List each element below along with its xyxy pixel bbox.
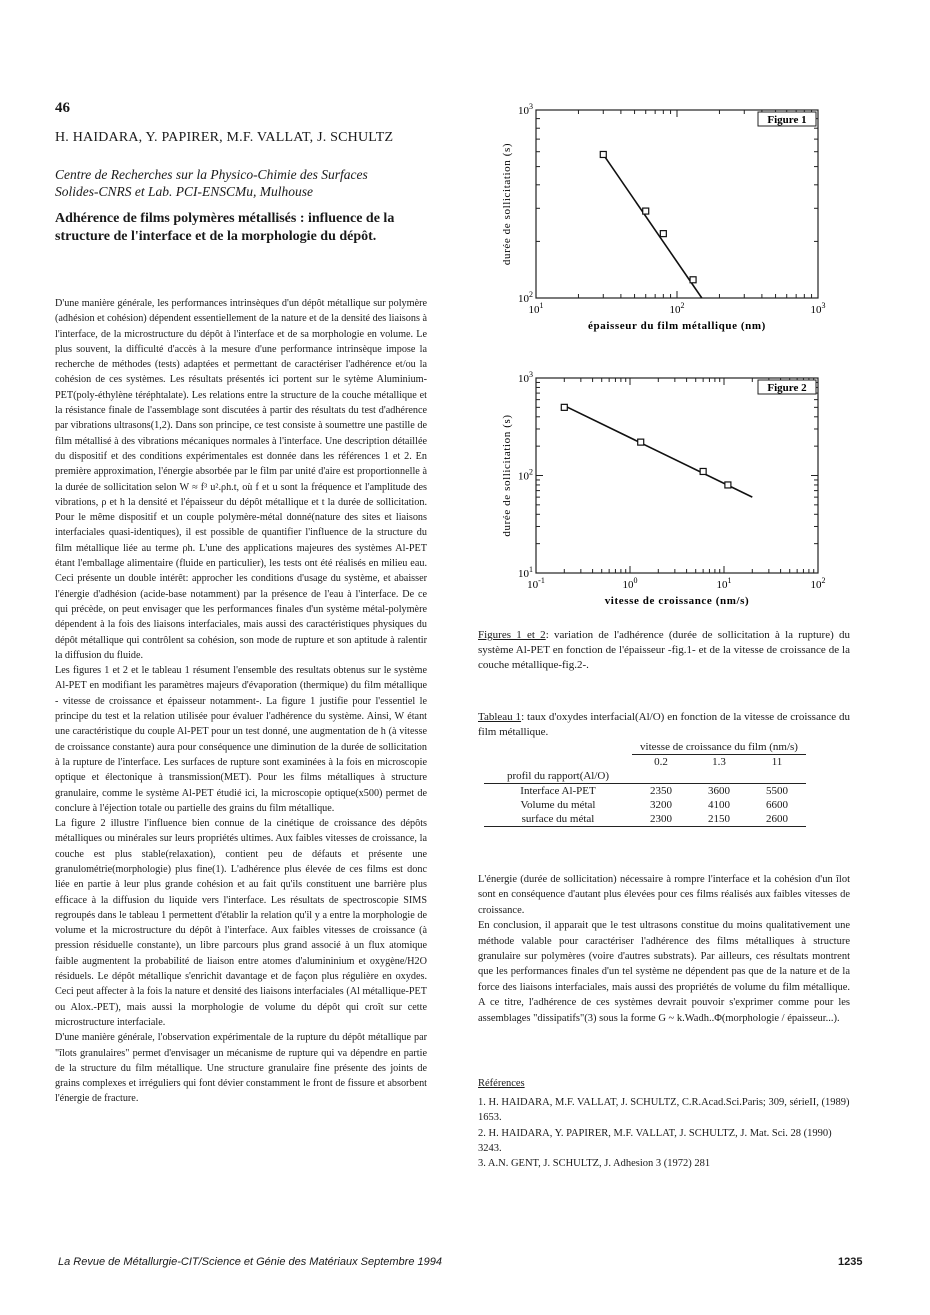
y-axis-label: durée de sollicitation (s) (501, 414, 513, 537)
figure-caption-text: : variation de l'adhérence (durée de sollicitation à la rupture) du système Al-PET en fonction de l'épaisseur -fig.1- et de la vitesse de croissance de la couche métallique-fig.2-. (478, 629, 850, 671)
table-row-label: surface du métal (484, 812, 632, 827)
reference-item: 2. H. HAIDARA, Y. PAPIRER, M.F. VALLAT, J. SCHULTZ, J. Mat. Sci. 28 (1990) 3243. (478, 1127, 832, 1154)
figure-2-chart (480, 368, 840, 613)
table-col-header: 1.3 (712, 756, 726, 768)
paper-title (55, 210, 455, 246)
x-tick-label: $10^2$ (669, 301, 685, 316)
table-caption (478, 710, 850, 740)
title-line2: structure de l'interface et de la morphologie du dépôt. (55, 229, 377, 244)
table-row (484, 784, 806, 799)
table-cell: 2350 (650, 785, 672, 797)
y-tick-label: $10^2$ (518, 290, 533, 305)
x-tick-label: $10^3$ (810, 301, 826, 316)
x-axis-label: vitesse de croissance (nm/s) (604, 595, 750, 607)
paragraph: D'une manière générale, l'observation expérimentale de la rupture du dépôt métallique par "îlots granulaires" permet d'envisager un mécanisme de rupture qui va dépendre en partie de la structure du film métallique. Une structure granulaire fine présente des joints de grains complexes et irréguliers qui font dévier constamment le front de fissure et absorbent l'énergie de fracture. (55, 1032, 427, 1105)
reference-item: 3. A.N. GENT, J. SCHULTZ, J. Adhesion 3 (1972) 281 (478, 1158, 711, 1170)
body-left-column (55, 296, 427, 1107)
affiliation-line1: Centre de Recherches sur la Physico-Chimie des Surfaces (55, 167, 368, 182)
plot-frame (536, 378, 818, 573)
table-row-header: profil du rapport(Al/O) (484, 769, 632, 784)
figure-2-svg (480, 368, 840, 608)
data-point (660, 231, 666, 237)
plot-frame (536, 110, 818, 298)
figure-caption (478, 628, 850, 673)
page-number: 46 (55, 100, 70, 116)
y-axis-label: durée de sollicitation (s) (501, 142, 513, 266)
data-point (561, 404, 567, 410)
table-row (484, 798, 806, 812)
table-row (484, 812, 806, 827)
y-tick-label: $10^2$ (518, 467, 533, 483)
body-right-column (478, 872, 850, 1026)
figure-1-chart (480, 100, 840, 350)
table-cell: 5500 (766, 785, 788, 797)
paragraph: L'énergie (durée de sollicitation) nécessaire à rompre l'interface et la cohésion d'un îlot sont en conséquence d'autant plus élevées pour ces films réalisés aux faibles vitesses de croissance. (478, 874, 850, 916)
references-heading: Références (478, 1078, 525, 1089)
x-tick-label: $10^2$ (810, 576, 826, 591)
table-cell: 3200 (650, 799, 672, 811)
references (478, 1076, 850, 1171)
data-point (638, 439, 644, 445)
table-row-label: Volume du métal (520, 799, 596, 811)
table-cell: 2150 (690, 812, 748, 827)
footer-journal: La Revue de Métallurgie-CIT/Science et Génie des Matériaux Septembre 1994 (58, 1256, 442, 1268)
figure-label: Figure 2 (767, 382, 807, 394)
data-point (690, 277, 696, 283)
oxide-table (484, 740, 806, 827)
y-tick-label: $10^3$ (518, 102, 533, 117)
paragraph: D'une manière générale, les performances intrinsèques d'un dépôt métallique sur polymère (adhésion et cohésion) dépendent essentiellement de la nature et de la densité des liaisons à l'interface, de la microstructure du dépôt à l'interface et de sa morphologie en volume. Le plus souvent, la difficulté d'accès à la mesure d'une performance intrinsèque impose la recherche de méthodes (tests) adaptées et permettant de caractériser l'adhérence et/ou la cohésion de ces systèmes. Les résultats présentés ici portent sur le sytème Aluminium-PET(poly-éthylène téréphtalate). Les relations entre la structure de la couche métallique et la résistance finale de l'assemblage sont discutées à partir des résultats du test d'adhérence par vibrations ultrasons(1,2). Dans son principe, ce test consiste à soumettre une pastille de film métallisé à des vibrations mécaniques normales à l'interface. Une description détaillée du dispositif et des conditions expérimentales est donnée dans les références 1 et 2. En première approximation, l'énergie absorbée par le film par unité d'aire est proportionnelle à la durée de sollicitation selon W ≈ f³ u².ρh.t, où f et u sont la fréquence et l'amplitude des vibrations, ρ et h la densité et l'épaisseur du dépôt métallique et t la durée de sollicitation. Pour le même dispositif et un couple polymère-métal donné(nature des sites et liaisons interfaciales quasi-identiques), il est possible de quantifier l'influence de la structure du film métallique liée au terme ρh. L'une des applications majeures des systèmes Al-PET étant l'emballage alimentaire (fluide en particulier), les tests ont été réalisés en milieu eau. Ceci présente un double intérêt: approcher les conditions d'usage du système, et abaisser l'énergie d'adhésion (acide-base notamment) par la présence de l'eau à l'interface. De ce qui précède, on peut envisager que les performances finales d'un système métal-polymère dépendent à la fois des liaisons interfaciales, mais aussi des caractéristiques physiques du dépôt métallique qui contrôlent sa cohésion, son mode de rupture et son aptitude à ralentir la diffusion du fluide. (55, 298, 427, 661)
paragraph: Les figures 1 et 2 et le tableau 1 résument l'ensemble des resultats obtenus sur le système Al-PET en modifiant les paramètres majeurs d'évaporation (thermique) du film métallique - vitesse de croissance et épaisseur notamment-. La figure 1 justifie pour l'essentiel le principe du test et la relation utilisée pour évaluer l'adhérence du système. Ainsi, W étant une caractéristique du couple Al-PET pour un test donné, une augmentation de h (à vitesse de croissance constante) aura pour conséquence une diminution de la durée de sollicitation à la rupture de l'interface. Les surfaces de rupture sont examinées à la fois en microscopie optique et électonique à transmission(MET). Pour les films métalliques à structure granulaire, comme le système Al-PET étudié ici, la microscopie optique(x500) permet de conclure à l'éjection totale ou partielle des grains du film métallique. (55, 665, 427, 814)
table-col-header: 0.2 (654, 756, 668, 768)
affiliation (55, 166, 455, 200)
figure-label: Figure 1 (767, 114, 807, 126)
figure-1-svg (480, 100, 840, 345)
x-tick-label: $10^{-1}$ (527, 576, 545, 591)
y-tick-label: $10^1$ (518, 565, 533, 580)
reference-item: 1. H. HAIDARA, M.F. VALLAT, J. SCHULTZ, C.R.Acad.Sci.Paris; 309, sérieII, (1989) 1653. (478, 1097, 850, 1124)
table-cell: 6600 (766, 799, 788, 811)
paragraph: En conclusion, il apparait que le test ultrasons constitue du moins qualitativement une méthode valable pour caractériser l'adhérence des films métalliques à structure granulaire sur polymères (voire d'autres substrats). Par ailleurs, ces résultats montrent que les performances finales d'un tel système ne dépendent pas que de la nature et de la force des liaisons interfaciales, mais aussi des propriétés de volume du film métallique. A ce titre, l'adhérence de ces systèmes devrait pouvoir s'exprimer comme pour les assemblages "dissipatifs"(3) sous la forme G ~ k.Wadh..Φ(morphologie / épaisseur...). (478, 920, 850, 1024)
table-cell: 2600 (748, 812, 806, 827)
paragraph: La figure 2 illustre l'influence bien connue de la cinétique de croissance des dépôts métalliques ou minérales sur leurs propriétés ultimes. Aux faibles vitesses de croissance, la couche est plus stable(relaxation), contient peu de défauts et présente une granulométrie(morphologie) plus fine(1). L'adhérence plus élevée de ces films est donc liée en partie à leur plus grande cohésion et au fait qu'ils constituent une barrière plus efficace à la diffusion du liquide vers l'interface. Les résultats de spectroscopie SIMS regroupés dans le tableau 1 permettent d'établir la relation qu'il y a entre la morphologie de volume et la microstructure du dépôt à l'interface. Aux faibles vitesses de croissance (à pression résiduelle constante), un libre parcours plus grand associé à un flux atomique faible augmentent la probabilité de liaison entre atomes d'alumininium et oxygène/H2O résiduels. Le dépôt métallique s'enrichit davantage et de façon plus régulière en oxydes. Ceci peut affecter à la fois la nature et densité des liaisons interfaciales (Al métallique-PET ou Alox.-PET), mais aussi la morphologie de volume du dépôt qui croît sur cette microstructure interfaciale. (55, 818, 427, 1028)
x-tick-label: $10^1$ (716, 576, 732, 591)
y-tick-label: $10^3$ (518, 370, 533, 385)
table-cell: 3600 (708, 785, 730, 797)
data-point (643, 208, 649, 214)
data-point (725, 482, 731, 488)
table-cell: 4100 (708, 799, 730, 811)
data-point (700, 468, 706, 474)
x-tick-label: $10^1$ (528, 301, 544, 316)
data-point (600, 151, 606, 157)
table-group-header: vitesse de croissance du film (nm/s) (632, 740, 806, 755)
fit-line (603, 154, 702, 298)
table-caption-label: Tableau 1 (478, 711, 522, 723)
footer-page-number: 1235 (838, 1256, 863, 1268)
table-caption-text: : taux d'oxydes interfacial(Al/O) en fonction de la vitesse de croissance du film métallique. (478, 711, 850, 738)
figure-caption-label: Figures 1 et 2 (478, 629, 546, 641)
table-cell: 2300 (632, 812, 690, 827)
table-row-label: Interface Al-PET (520, 785, 596, 797)
x-axis-label: épaisseur du film métallique (nm) (588, 320, 766, 332)
affiliation-line2: Solides-CNRS et Lab. PCI-ENSCMu, Mulhouse (55, 184, 313, 199)
title-line1: Adhérence de films polymères métallisés : influence de la (55, 211, 395, 226)
table-col-header: 11 (771, 756, 783, 768)
fit-line (564, 406, 752, 497)
authors: H. HAIDARA, Y. PAPIRER, M.F. VALLAT, J. SCHULTZ (55, 130, 394, 145)
x-tick-label: $10^0$ (622, 576, 638, 591)
